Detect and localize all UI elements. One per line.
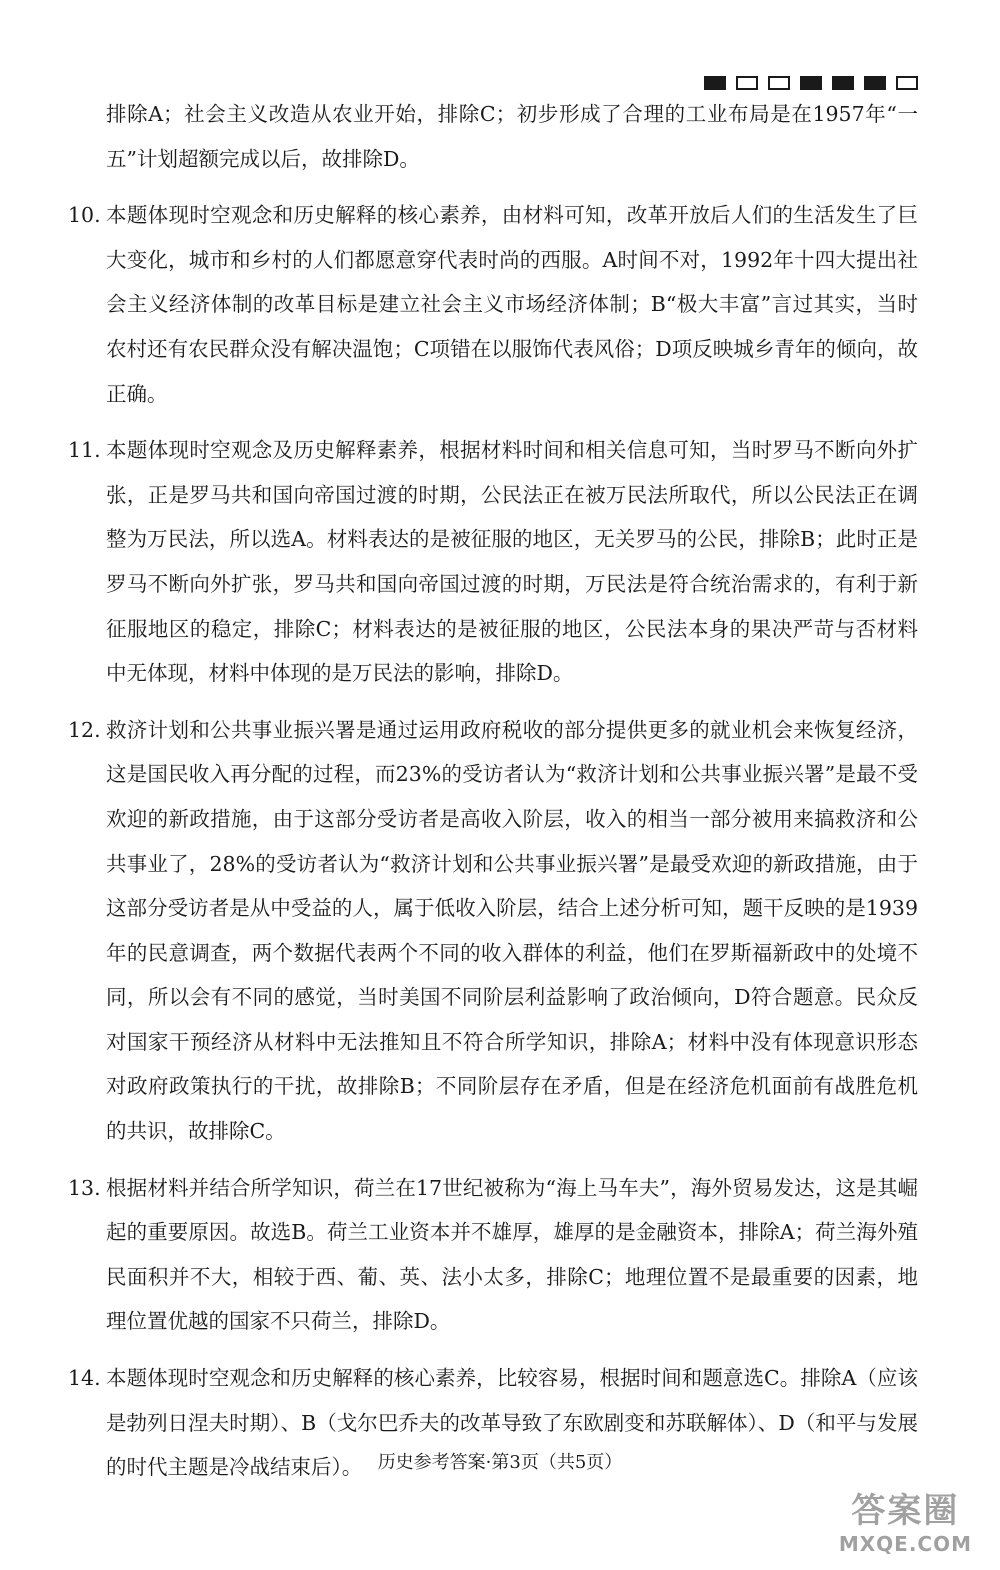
item-number: 12. (68, 717, 101, 742)
watermark-logo: 答案圈 (851, 1491, 960, 1531)
position-mark-empty (896, 76, 918, 90)
item-text: 本题体现时空观念及历史解释素养，根据材料时间和相关信息可知，当时罗马不断向外扩张，正是罗马共和国向帝国过渡的时期，公民法正在被万民法所取代，所以公民法正在调整为万民法，所以选A。材料表达的是被征服的地区，无关罗马的公民，排除B；此时正是罗马不断向外扩张，罗马共和国向帝国过渡的时期，万民法是符合统治需求的，有利于新征服地区的稳定，排除C；材料表达的是被征服的地区，公民法本身的果决严苛与否材料中无体现，材料中体现的是万民法的影响，排除D。 (106, 438, 918, 686)
position-mark-filled (864, 76, 886, 90)
answer-content (68, 92, 918, 1502)
position-mark-filled (704, 76, 726, 90)
watermark-url: MXQE.COM (838, 1532, 972, 1556)
item-text: 本题体现时空观念和历史解释的核心素养，比较容易，根据时间和题意选C。排除A（应该是勃列日涅夫时期）、B（戈尔巴乔夫的改革导致了东欧剧变和苏联解体）、D（和平与发展的时代主题是冷战结束后）。 (106, 1366, 918, 1480)
answer-item-11 (68, 428, 918, 696)
answer-item-12 (68, 708, 918, 1154)
position-mark-filled (800, 76, 822, 90)
item-text: 根据材料并结合所学知识，荷兰在17世纪被称为“海上马车夫”，海外贸易发达，这是其崛起的重要原因。故选B。荷兰工业资本并不雄厚，雄厚的是金融资本，排除A；荷兰海外殖民面积并不大，相较于西、葡、英、法小太多，排除C；地理位置不是最重要的因素，地理位置优越的国家不只荷兰，排除D。 (106, 1175, 918, 1334)
position-mark-empty (768, 76, 790, 90)
item-number: 14. (68, 1366, 101, 1391)
continuation-paragraph: 排除A；社会主义改造从农业开始，排除C；初步形成了合理的工业布局是在1957年“一五”计划超额完成以后，故排除D。 (106, 102, 918, 171)
item-text: 本题体现时空观念和历史解释的核心素养，由材料可知，改革开放后人们的生活发生了巨大变化，城市和乡村的人们都愿意穿代表时尚的西服。A时间不对，1992年十四大提出社会主义经济体制的改革目标是建立社会主义市场经济体制；B“极大丰富”言过其实，当时农村还有农民群众没有解决温饱；C项错在以服饰代表风俗；D项反映城乡青年的倾向，故正确。 (106, 203, 918, 406)
position-mark-filled (832, 76, 854, 90)
page-position-marks (704, 76, 918, 90)
item-number: 13. (68, 1175, 101, 1200)
page-footer: 历史参考答案·第3页（共5页） (377, 1452, 623, 1473)
item-number: 10. (68, 203, 101, 228)
position-mark-empty (736, 76, 758, 90)
answer-item-13 (68, 1166, 918, 1344)
watermark (839, 1483, 972, 1556)
answer-item-10 (68, 193, 918, 416)
item-number: 11. (68, 438, 101, 463)
item-text: 救济计划和公共事业振兴署是通过运用政府税收的部分提供更多的就业机会来恢复经济，这是国民收入再分配的过程，而23%的受访者认为“救济计划和公共事业振兴署”是最不受欢迎的新政措施，由于这部分受访者是高收入阶层，收入的相当一部分被用来搞救济和公共事业了，28%的受访者认为“救济计划和公共事业振兴署”是最受欢迎的新政措施，由于这部分受访者是从中受益的人，属于低收入阶层，结合上述分析可知，题干反映的是1939年的民意调查，两个数据代表两个不同的收入群体的利益，他们在罗斯福新政中的处境不同，所以会有不同的感觉，当时美国不同阶层利益影响了政治倾向，D符合题意。民众反对国家干预经济从材料中无法推知且不符合所学知识，排除A；材料中没有体现意识形态对政府政策执行的干扰，故排除B；不同阶层存在矛盾，但是在经济危机面前有战胜危机的共识，故排除C。 (106, 717, 918, 1144)
